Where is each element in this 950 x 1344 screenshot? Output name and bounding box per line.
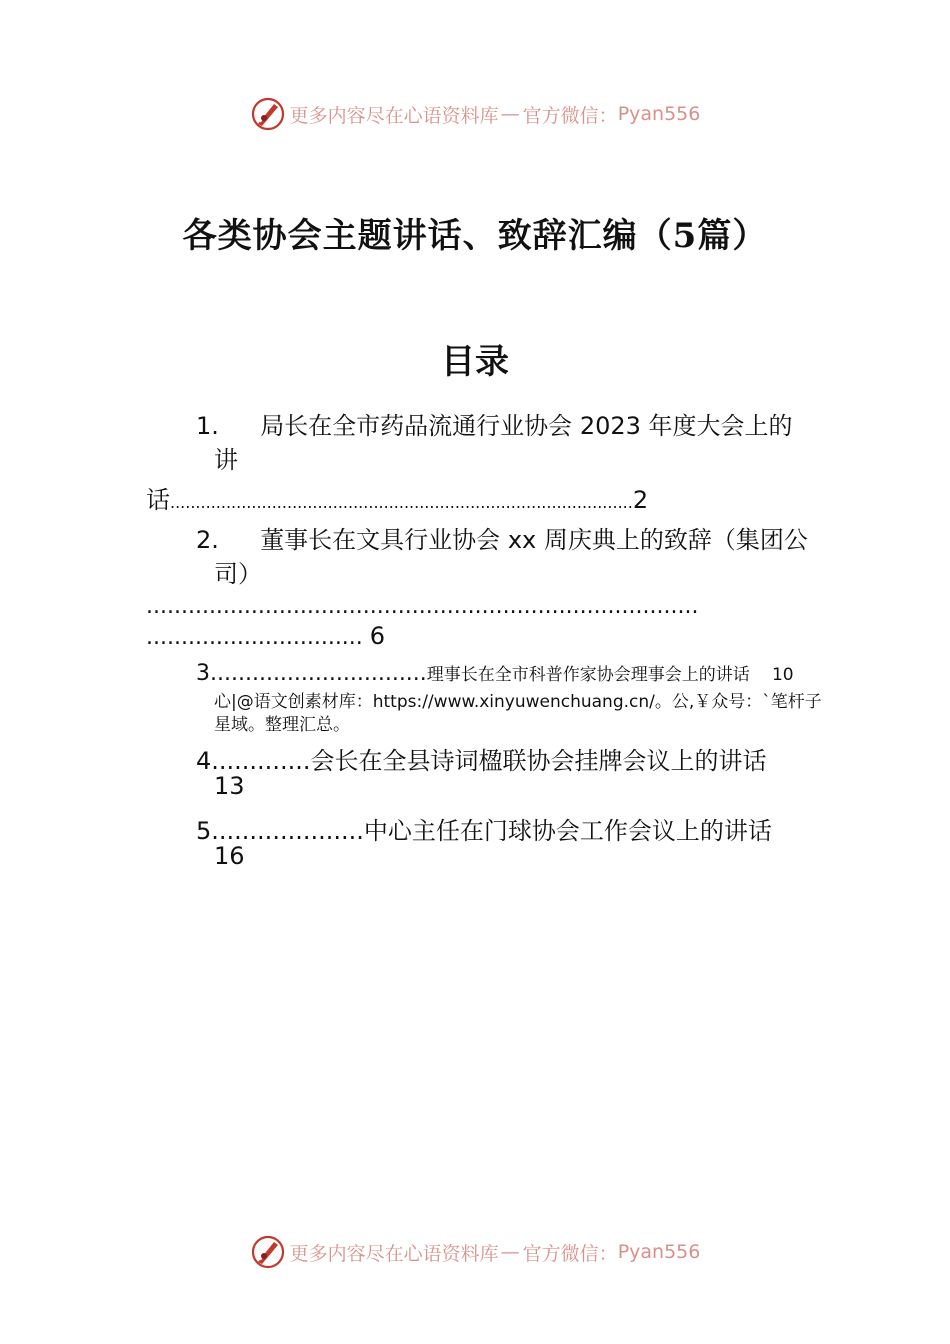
toc-item-3-number: 3 [196, 661, 210, 686]
toc-item-1-page: 2 [632, 486, 649, 514]
toc-item-1-leader: ........................................................................................... [170, 493, 633, 512]
toc-item-3-page: 10 [771, 665, 794, 685]
toc-item-3-note-line2: 星域。整理汇总。 [214, 715, 350, 735]
toc-item-1-line2: 讲 [214, 446, 238, 474]
toc-item-4-line1 [196, 741, 766, 776]
watermark-wechat-id: Pyan556 [617, 1241, 701, 1263]
watermark-text: 更多内容尽在心语资料库 [289, 1242, 499, 1265]
toc-item-3-line1 [196, 660, 794, 686]
toc-item-2-leader-line2: ............................... [146, 625, 363, 650]
document-title: 各类协会主题讲话、致辞汇编（5篇） [182, 216, 768, 256]
toc-item-3-title: 理事长在全市科普作家协会理事会上的讲话 [426, 665, 750, 685]
toc-item-5-title: 中心主任在门球协会工作会议上的讲话 [363, 817, 772, 845]
watermark-separator: — [500, 1241, 521, 1263]
quill-logo-icon [250, 1234, 286, 1270]
toc-item-1-number: 1. [196, 412, 219, 440]
toc-item-1-line1 [196, 406, 793, 441]
watermark-wechat-label: 官方微信： [522, 104, 618, 127]
toc-item-2-line4 [146, 622, 385, 650]
toc-item-2-leader-line1: ............................................................................... [146, 594, 699, 619]
toc-item-2-line2: 司） [214, 560, 262, 588]
toc-item-4-number: 4 [196, 747, 212, 775]
toc-item-3-note-line1: 心|@语文创素材库：https://www.xinyuwenchuang.cn/。公,￥众号：`笔杆子 [214, 692, 822, 712]
toc-item-1-title-end: 话 [146, 486, 170, 514]
toc-item-1-line3 [146, 480, 648, 515]
toc-item-2-title: 董事长在文具行业协会 xx 周庆典上的致辞（集团公 [260, 526, 808, 554]
toc-item-2-line1 [196, 520, 808, 555]
quill-logo-icon [250, 96, 286, 132]
watermark-banner-bottom [0, 1232, 950, 1272]
toc-item-4-title: 会长在全县诗词楹联协会挂牌会议上的讲话 [310, 747, 767, 775]
watermark-text: 更多内容尽在心语资料库 [289, 104, 499, 127]
toc-item-5-leader: .................... [211, 817, 364, 845]
watermark-wechat-id: Pyan556 [617, 103, 701, 125]
toc-item-5-number: 5 [196, 817, 212, 845]
toc-item-5-line1 [196, 811, 772, 846]
watermark-wechat-label: 官方微信： [522, 1242, 618, 1265]
toc-item-4-leader: ............. [211, 747, 311, 775]
watermark-banner-top [0, 94, 950, 134]
watermark-separator: — [500, 103, 521, 125]
toc-item-1-title: 局长在全市药品流通行业协会 2023 年度大会上的 [260, 412, 793, 440]
toc-heading: 目录 [441, 342, 509, 382]
toc-item-4-page: 13 [214, 772, 245, 800]
toc-item-2-number: 2. [196, 526, 219, 554]
toc-item-2-page: 6 [369, 622, 386, 650]
toc-item-5-page: 16 [214, 842, 245, 870]
toc-item-3-leader: ............................... [210, 661, 427, 686]
